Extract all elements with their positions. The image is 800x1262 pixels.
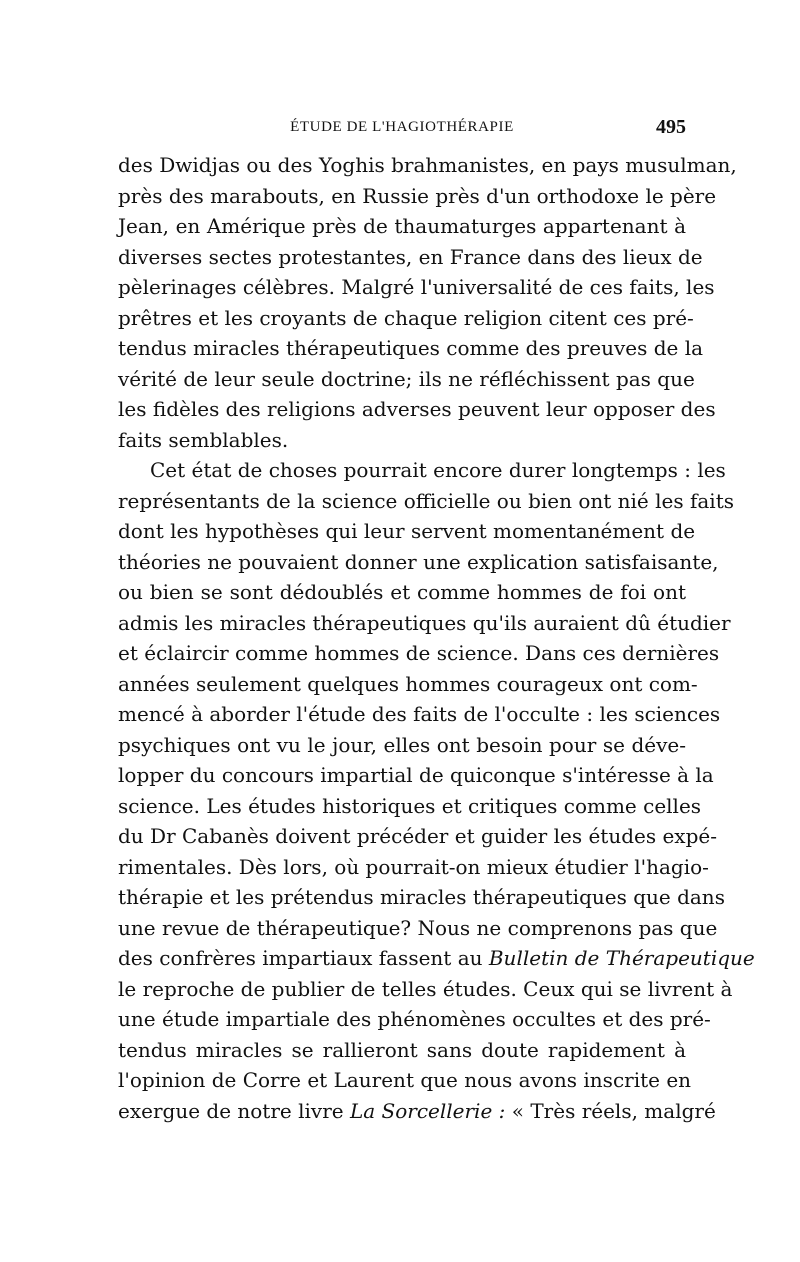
text-line: une revue de thérapeutique? Nous ne comprenons pas que <box>118 915 718 940</box>
text-line: prêtres et les croyants de chaque religion citent ces pré- <box>118 305 694 330</box>
text-line: représentants de la science officielle ou bien ont nié les faits <box>118 488 735 513</box>
text-line: près des marabouts, en Russie près d'un orthodoxe le père <box>118 183 717 208</box>
text-line: tendus miracles thérapeutiques comme des preuves de la <box>118 336 704 360</box>
text-line: psychiques ont vu le jour, elles ont besoin pour se déve- <box>118 732 686 757</box>
text-line: rimentales. Dès lors, où pourrait-on mieux étudier l'hagio- <box>118 854 709 879</box>
text-line: vérité de leur seule doctrine; ils ne réfléchissent pas que <box>118 366 695 391</box>
page-number: 495 <box>656 116 686 138</box>
text-line: pèlerinages célèbres. Malgré l'universalité de ces faits, les <box>118 275 715 299</box>
text-line: admis les miracles thérapeutiques qu'ils auraient dû étudier <box>118 610 731 635</box>
body-text <box>118 150 755 1126</box>
text-line: et éclaircir comme hommes de science. Dans ces dernières <box>118 641 720 665</box>
text-segment: « Très réels, malgré <box>505 1098 716 1123</box>
text-line: thérapie et les prétendus miracles thérapeutiques que dans <box>118 885 725 909</box>
text-line: faits semblables. <box>118 427 289 452</box>
text-line: les fidèles des religions adverses peuvent leur opposer des <box>118 397 716 421</box>
text-line: Jean, en Amérique près de thaumaturges appartenant à <box>118 214 686 238</box>
text-line: Cet état de choses pourrait encore durer longtemps : les <box>150 458 726 482</box>
text-segment: des confrères impartiaux fassent au <box>118 946 489 970</box>
text-line: lopper du concours impartial de quiconque s'intéresse à la <box>118 763 714 787</box>
text-line: dont les hypothèses qui leur servent momentanément de <box>118 519 696 543</box>
text-line: des Dwidjas ou des Yoghis brahmanistes, en pays musulman, <box>118 153 737 177</box>
text-line: le reproche de publier de telles études. Ceux qui se livrent à <box>118 976 733 1001</box>
journal-title: Bulletin de Thérapeutique <box>488 946 755 970</box>
text-line: science. Les études historiques et critiques comme celles <box>118 793 702 818</box>
book-title: La Sorcellerie <box>349 1098 493 1123</box>
text-segment: : <box>492 1098 506 1123</box>
text-segment: exergue de notre livre <box>118 1098 350 1123</box>
text-line: théories ne pouvaient donner une explication satisfaisante, <box>118 549 719 574</box>
running-title: ÉTUDE DE L'HAGIOTHÉRAPIE <box>290 119 514 135</box>
text-line: diverses sectes protestantes, en France dans des lieux de <box>118 244 703 269</box>
text-line-with-italic <box>118 943 755 974</box>
text-line: mencé à aborder l'étude des faits de l'occulte : les sciences <box>118 702 721 726</box>
text-line: du Dr Cabanès doivent précéder et guider les études expé- <box>118 824 717 848</box>
text-line: l'opinion de Corre et Laurent que nous avons inscrite en <box>118 1068 692 1092</box>
text-line: années seulement quelques hommes courageux ont com- <box>118 671 698 696</box>
running-head <box>118 116 686 140</box>
text-line-with-italic <box>118 1096 716 1127</box>
text-line: tendus miracles se rallieront sans doute rapidement à <box>118 1037 686 1062</box>
text-line: ou bien se sont dédoublés et comme hommes de foi ont <box>118 580 686 604</box>
text-line: une étude impartiale des phénomènes occultes et des pré- <box>118 1007 711 1031</box>
